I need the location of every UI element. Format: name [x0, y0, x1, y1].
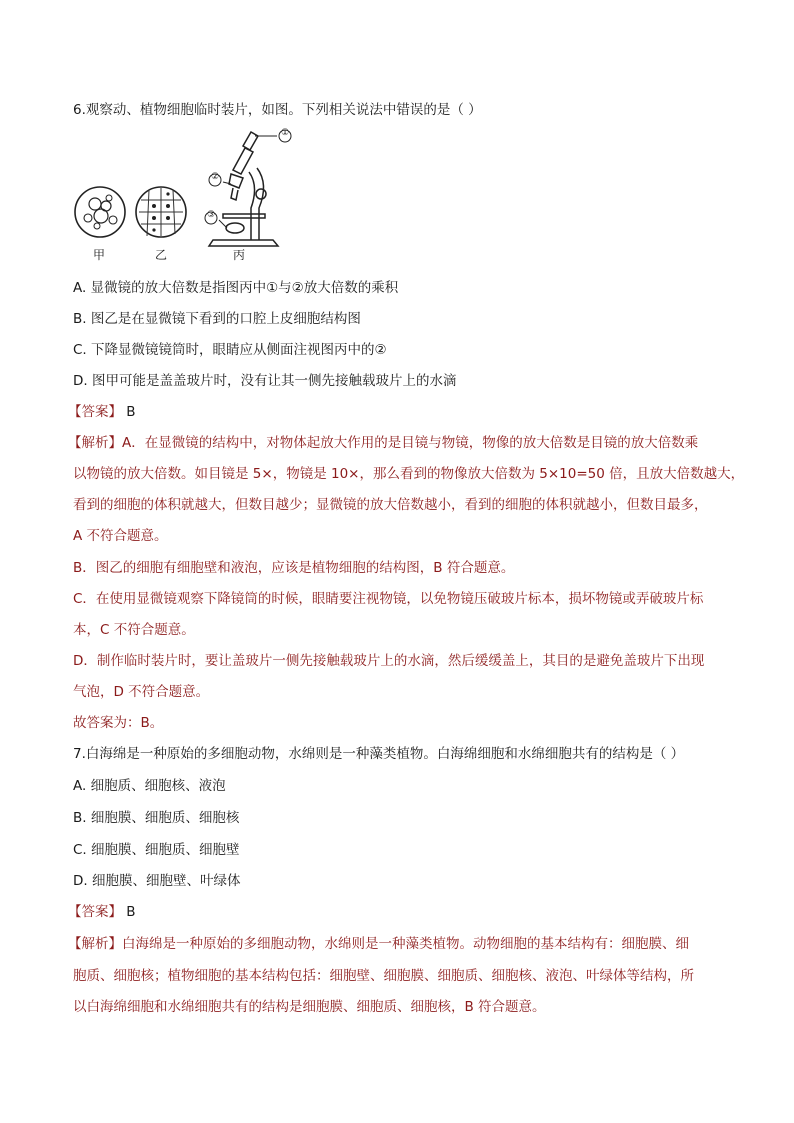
q6-analysis-line-1 — [68, 433, 728, 453]
q7-option-c: C. 细胞膜、细胞质、细胞壁 — [73, 842, 240, 858]
figure-label-bing: 丙 — [233, 248, 246, 262]
q6-stem: 6.观察动、植物细胞临时装片，如图。下列相关说法中错误的是（ ） — [73, 102, 482, 118]
q6-analysis-text-1: A．在显微镜的结构中，对物体起放大作用的是目镜与物镜，物像的放大倍数是目镜的放大倍数乘 — [122, 435, 699, 451]
q6-analysis-line-4: A 不符合题意。 — [73, 528, 168, 544]
q6-answer-label: 【答案】 — [68, 404, 122, 420]
q6-analysis-line-6: C．在使用显微镜观察下降镜筒的时候，眼睛要注视物镜，以免物镜压破玻片标本，损坏物镜或弄破玻片标 — [73, 591, 704, 607]
figure-label-jia: 甲 — [93, 248, 106, 262]
q7-option-d: D. 细胞膜、细胞壁、叶绿体 — [73, 873, 241, 889]
q7-answer-value: B — [126, 904, 136, 920]
figure-label-yi: 乙 — [155, 248, 168, 262]
figure-marker-3: ③ — [207, 210, 216, 220]
q6-analysis-label: 【解析】 — [68, 435, 122, 451]
q7-option-a: A. 细胞质、细胞核、液泡 — [73, 778, 226, 794]
q7-answer-line — [68, 902, 728, 922]
q6-option-c: C. 下降显微镜镜筒时，眼睛应从侧面注视图丙中的② — [73, 342, 387, 358]
figure-marker-1: ① — [281, 128, 290, 138]
q6-option-a: A. 显微镜的放大倍数是指图丙中①与②放大倍数的乘积 — [73, 280, 399, 296]
q6-option-d: D. 图甲可能是盖盖玻片时，没有让其一侧先接触载玻片上的水滴 — [73, 373, 457, 389]
q6-analysis-line-7: 本，C 不符合题意。 — [73, 622, 195, 638]
q7-analysis-line-2: 胞质、细胞核；植物细胞的基本结构包括：细胞壁、细胞膜、细胞质、细胞核、液泡、叶绿体等结构，所 — [73, 968, 694, 984]
q7-analysis-line-1 — [68, 934, 728, 954]
q7-option-b: B. 细胞膜、细胞质、细胞核 — [73, 810, 240, 826]
q6-figure — [73, 128, 303, 268]
q6-answer-value: B — [126, 404, 136, 420]
q6-analysis-line-9: 气泡，D 不符合题意。 — [73, 684, 210, 700]
q7-analysis-line-3: 以白海绵细胞和水绵细胞共有的结构是细胞膜、细胞质、细胞核，B 符合题意。 — [73, 999, 546, 1015]
q6-option-b: B. 图乙是在显微镜下看到的口腔上皮细胞结构图 — [73, 311, 361, 327]
microscope-drawing — [205, 130, 291, 246]
q6-analysis-line-2: 以物镜的放大倍数。如目镜是 5×，物镜是 10×，那么看到的物像放大倍数为 5×10=50 倍，且放大倍数越大， — [73, 466, 745, 482]
cell-view-jia — [75, 187, 125, 237]
q7-analysis-label: 【解析】 — [68, 936, 122, 952]
q6-analysis-line-3: 看到的细胞的体积就越大，但数目越少；显微镜的放大倍数越小，看到的细胞的体积就越小，但数目最多， — [73, 497, 708, 513]
q7-analysis-text-1: 白海绵是一种原始的多细胞动物，水绵则是一种藻类植物。动物细胞的基本结构有：细胞膜、细 — [122, 936, 689, 952]
q6-answer-line — [68, 402, 728, 422]
q7-answer-label: 【答案】 — [68, 904, 122, 920]
q6-conclusion: 故答案为：B。 — [73, 715, 164, 731]
q6-analysis-line-8: D．制作临时装片时，要让盖玻片一侧先接触载玻片上的水滴，然后缓缓盖上，其目的是避免盖玻片下出现 — [73, 653, 705, 669]
cell-view-yi — [136, 187, 186, 237]
microscope-figure — [73, 128, 303, 268]
figure-marker-2: ② — [211, 172, 220, 182]
q6-analysis-line-5: B．图乙的细胞有细胞壁和液泡，应该是植物细胞的结构图，B 符合题意。 — [73, 560, 515, 576]
q7-stem: 7.白海绵是一种原始的多细胞动物，水绵则是一种藻类植物。白海绵细胞和水绵细胞共有的结构是（ ） — [73, 746, 685, 762]
